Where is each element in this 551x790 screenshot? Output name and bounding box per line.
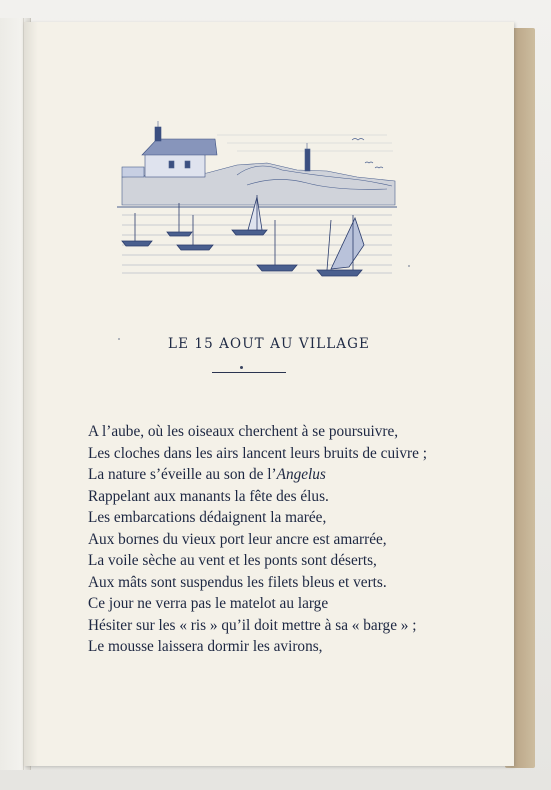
poem-line: Hésiter sur les « ris » qu’il doit mettre à sa « barge » ; [88,616,417,634]
poem-line: Le mousse laissera dormir les avirons, [88,638,323,655]
poem-line: Ce jour ne verra pas le matelot au large [88,595,329,612]
poem-line: La voile sèche au vent et les ponts sont déserts, [88,552,377,569]
poem-line: Aux mâts sont suspendus les filets bleus et verts. [88,573,387,591]
poem-title: LE 15 AOUT AU VILLAGE [168,336,370,352]
poem-line: Les embarcations dédaignent la marée, [88,509,327,526]
poem-line: La nature s’éveille au son de l’Angelus [88,466,326,483]
poem-line: Aux bornes du vieux port leur ancre est amarrée, [88,530,387,548]
poem-line: A l’aube, où les oiseaux cherchent à se poursuivre, [88,423,399,440]
angelus-word: Angelus [276,466,326,483]
poem-body [88,421,468,658]
book-page [24,22,514,766]
speck-mark [408,265,410,267]
poem-line: Rappelant aux manants la fête des élus. [88,487,329,505]
seaside-village-engraving [117,105,397,280]
poem-line: Les cloches dans les airs lancent leurs bruits de cuivre ; [88,444,427,462]
gutter-shadow [24,22,38,766]
title-rule [212,372,286,373]
title-dot [240,366,243,369]
